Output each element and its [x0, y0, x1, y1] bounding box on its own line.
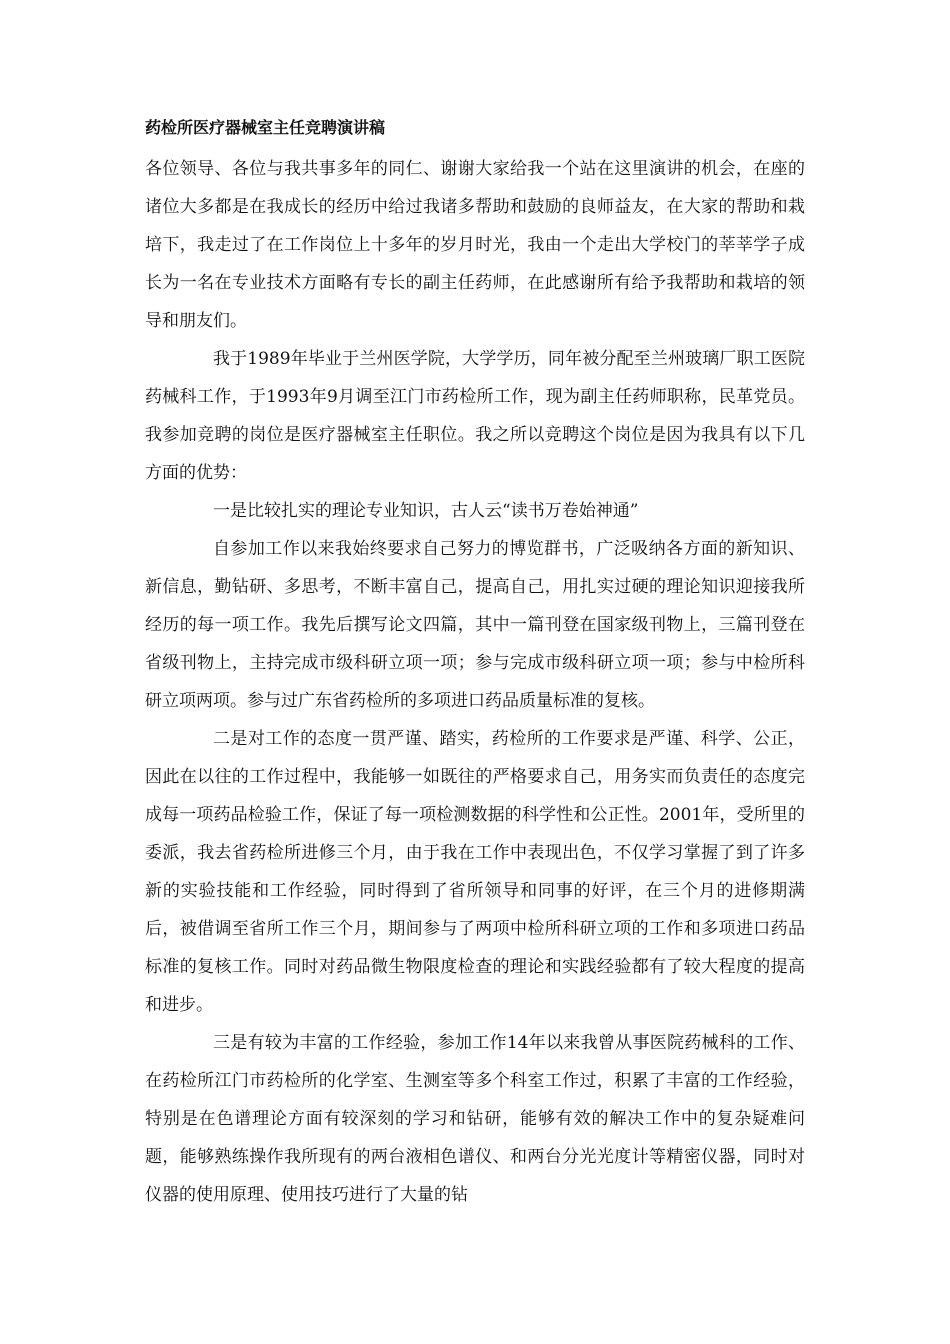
document-body	[145, 150, 805, 1214]
paragraph-opening: 各位领导、各位与我共事多年的同仁、谢谢大家给我一个站在这里演讲的机会，在座的诸位大多都是在我成长的经历中给过我诸多帮助和鼓励的良师益友，在大家的帮助和栽培下，我走过了在工作岗位上十多年的岁月时光，我由一个走出大学校门的莘莘学子成长为一名在专业技术方面略有专长的副主任药师，在此感谢所有给予我帮助和栽培的领导和朋友们。	[145, 159, 805, 331]
paragraph-advantage-two: 二是对工作的态度一贯严谨、踏实，药检所的工作要求是严谨、科学、公正，因此在以往的工作过程中，我能够一如既往的严格要求自己，用务实而负责任的态度完成每一项药品检验工作，保证了每一项检测数据的科学性和公正性。2001年，受所里的委派，我去省药检所进修三个月，由于我在工作中表现出色，不仅学习掌握了到了许多新的实验技能和工作经验，同时得到了省所领导和同事的好评，在三个月的进修期满后，被借调至省所工作三个月，期间参与了两项中检所科研立项的工作和多项进口药品标准的复核工作。同时对药品微生物限度检查的理论和实践经验都有了较大程度的提高和进步。	[145, 729, 805, 1015]
document-title: 药检所医疗器械室主任竞聘演讲稿	[145, 118, 386, 137]
paragraph-background: 我于1989年毕业于兰州医学院，大学学历，同年被分配至兰州玻璃厂职工医院药械科工作，于1993年9月调至江门市药检所工作，现为副主任药师职称，民革党员。我参加竞聘的岗位是医疗器械室主任职位。我之所以竞聘这个岗位是因为我具有以下几方面的优势：	[145, 349, 805, 483]
paragraph-advantage-one-heading: 一是比较扎实的理论专业知识，古人云“读书万卷始神通”	[213, 501, 639, 521]
paragraph-advantage-one-detail: 自参加工作以来我始终要求自己努力的博览群书，广泛吸纳各方面的新知识、新信息，勤钻研、多思考，不断丰富自己，提高自己，用扎实过硬的理论知识迎接我所经历的每一项工作。我先后撰写论文四篇，其中一篇刊登在国家级刊物上，三篇刊登在省级刊物上，主持完成市级科研立项一项；参与完成市级科研立项一项；参与中检所科研立项两项。参与过广东省药检所的多项进口药品质量标准的复核。	[145, 539, 805, 711]
paragraph-advantage-three: 三是有较为丰富的工作经验，参加工作14年以来我曾从事医院药械科的工作、在药检所江门市药检所的化学室、生测室等多个科室工作过，积累了丰富的工作经验，特别是在色谱理论方面有较深刻的学习和钻研，能够有效的解决工作中的复杂疑难问题，能够熟练操作我所现有的两台液相色谱仪、和两台分光光度计等精密仪器，同时对仪器的使用原理、使用技巧进行了大量的钻	[145, 1033, 805, 1205]
